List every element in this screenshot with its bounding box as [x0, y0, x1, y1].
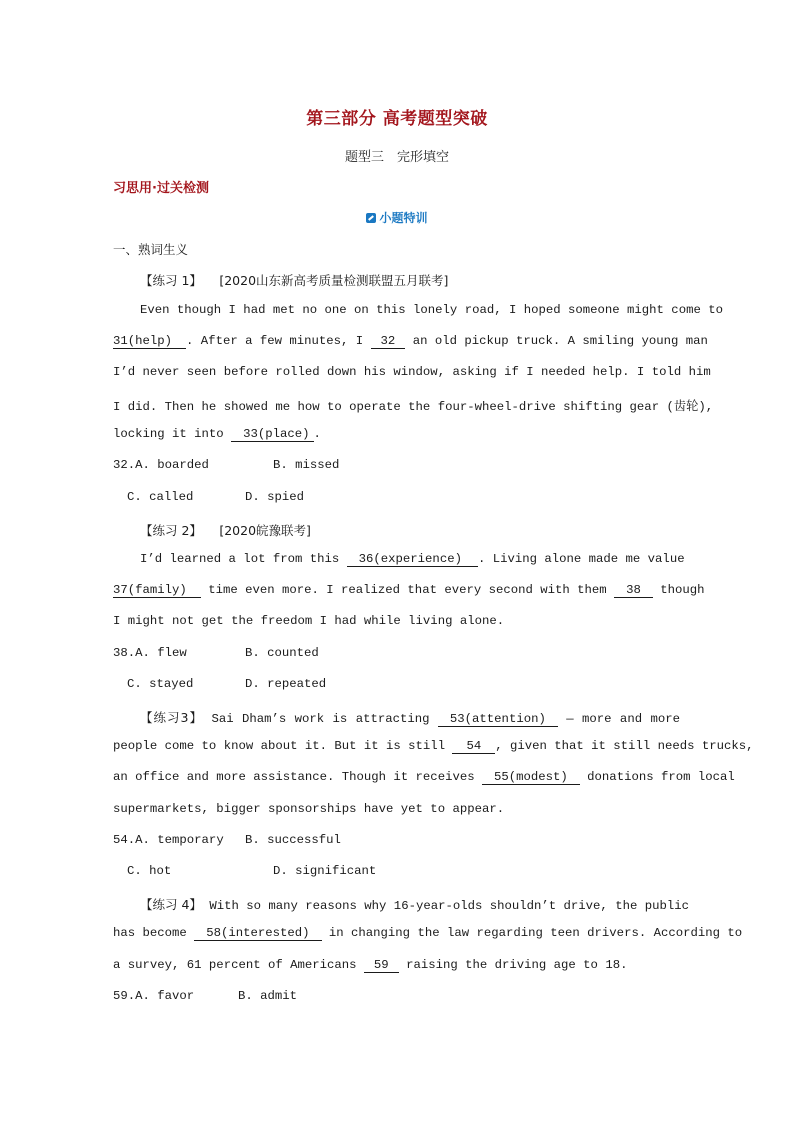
blank-33: 33(place): [231, 427, 313, 442]
subsection-text: 小题特训: [379, 211, 428, 225]
passage-text: an office and more assistance. Though it receives: [113, 770, 475, 784]
passage-text: people come to know about it. But it is still: [113, 739, 446, 753]
exercise-label: 【练习 4】: [140, 897, 202, 912]
blank-58: 58(interested): [194, 926, 321, 941]
exercise-1-header: [140, 271, 448, 289]
passage-text: time even more. I realized that every second with them: [208, 583, 607, 597]
pencil-icon: [366, 213, 376, 223]
question-number: 38.: [113, 646, 136, 660]
option-row: [113, 833, 224, 847]
passage-text: With so many reasons why 16-year-olds shouldn’t drive, the public: [209, 899, 689, 913]
blank-53: 53(attention): [438, 712, 558, 727]
blank-38: 38: [614, 583, 653, 598]
blank-31: 31(help): [113, 334, 186, 349]
passage-line: [113, 739, 754, 753]
passage-line: [113, 770, 735, 784]
option-b: B. missed: [273, 458, 340, 472]
passage-text: . Living alone made me value: [477, 552, 685, 566]
exercise-2-header: [140, 521, 311, 539]
passage-text: . After a few minutes, I: [186, 334, 364, 348]
section-label: 习思用·过关检测: [113, 181, 209, 196]
passage-text: — more and more: [566, 712, 680, 726]
passage-text: a survey, 61 percent of Americans: [113, 958, 357, 972]
passage-line: [113, 926, 743, 940]
exercise-source: [2020山东新高考质量检测联盟五月联考]: [219, 273, 449, 288]
option-d: D. significant: [273, 864, 377, 878]
question-number: 59.: [113, 989, 136, 1003]
passage-text: donations from local: [587, 770, 735, 784]
exercise-label: 【练习 2】: [140, 523, 202, 538]
passage-text: in changing the law regarding teen drivers. According to: [328, 926, 743, 940]
passage-text: I’d learned a lot from this: [140, 552, 340, 566]
option-a: A. temporary: [135, 833, 224, 847]
part-title: 第三部分 高考题型突破: [306, 109, 488, 129]
blank-32: 32: [371, 334, 406, 349]
option-row: [113, 646, 187, 660]
option-a: A. flew: [135, 646, 187, 660]
option-c: C. stayed: [127, 677, 194, 691]
section-heading: 一、熟词生义: [113, 242, 189, 257]
blank-54: 54: [452, 739, 495, 754]
option-row: [113, 989, 194, 1003]
exercise-label: 【练习 1】: [140, 273, 202, 288]
option-d: D. spied: [245, 490, 305, 504]
type-title: 题型三 完形填空: [344, 150, 449, 165]
passage-text: an old pickup truck. A smiling young man: [412, 334, 708, 348]
option-row: [113, 458, 209, 472]
passage-line: [113, 583, 705, 597]
passage-line: I’d never seen before rolled down his window, asking if I needed help. I told him: [113, 365, 711, 379]
passage-text: though: [660, 583, 705, 597]
question-number: 54.: [113, 833, 136, 847]
passage-line: I did. Then he showed me how to operate the four-wheel-drive shifting gear (齿轮),: [113, 400, 714, 414]
passage-text: , given that it still needs trucks,: [495, 739, 754, 753]
option-a: A. favor: [135, 989, 195, 1003]
blank-59: 59: [364, 958, 399, 973]
option-c: C. called: [127, 490, 194, 504]
passage-text: locking it into: [113, 427, 224, 441]
blank-55: 55(modest): [482, 770, 580, 785]
option-b: B. admit: [238, 989, 298, 1003]
passage-line: [113, 958, 627, 972]
passage-line: supermarkets, bigger sponsorships have yet to appear.: [113, 802, 505, 816]
passage-text: raising the driving age to 18.: [406, 958, 628, 972]
exercise-label: 【练习3】: [140, 710, 204, 725]
exercise-source: [2020皖豫联考]: [219, 523, 311, 538]
passage-line: [140, 552, 685, 566]
passage-line: I might not get the freedom I had while living alone.: [113, 614, 505, 628]
option-a: A. boarded: [135, 458, 209, 472]
question-number: 32.: [113, 458, 136, 472]
passage-text: has become: [113, 926, 187, 940]
blank-37: 37(family): [113, 583, 201, 598]
option-b: B. counted: [245, 646, 319, 660]
passage-line: [140, 895, 689, 913]
passage-text: .: [313, 427, 321, 441]
passage-text: Sai Dham’s work is attracting: [211, 712, 430, 726]
option-c: C. hot: [127, 864, 172, 878]
passage-line: [113, 334, 708, 348]
passage-line: [113, 427, 321, 441]
subsection-label: [0, 209, 794, 226]
option-b: B. successful: [245, 833, 341, 847]
blank-36: 36(experience): [347, 552, 478, 567]
option-d: D. repeated: [245, 677, 327, 691]
passage-line: Even though I had met no one on this lonely road, I hoped someone might come to: [140, 303, 723, 317]
passage-line: [140, 708, 680, 726]
